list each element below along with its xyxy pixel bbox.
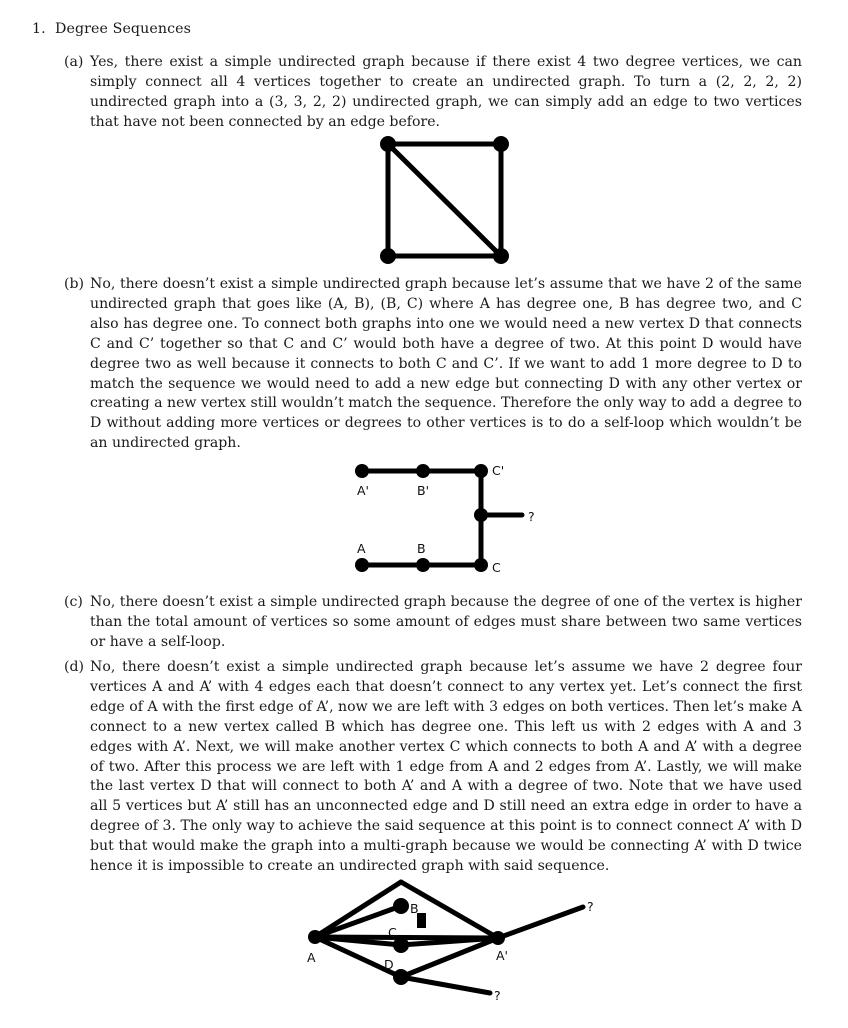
vertex [355, 464, 369, 478]
label-a-prime: A' [496, 948, 508, 963]
vertex [474, 558, 488, 572]
answer-d-text: No, there doesn’t exist a simple undirected graph because let’s assume we have 2 degree four vertices A and A’ with 4 edges each that doesn’t connect to any vertex yet. Let’s connect the first edge of A with the first edge of A’, now we are left with 3 edges on both vertices. Then let’s make A connect to a new vertex called B which has degree one. This left us with 2 edges with A and 3 edges with A’. Next, we will make another vertex C which connects to both A and A’ with a degree of two. After this process we are left with 1 edge from A and 2 edges from A’. Lastly, we will make the last vertex D that will connect to both A’ and A with a degree of two. Note that we have used all 5 vertices but A’ still has an unconnected edge and D still need an extra edge in order to have a degree of 3. The only way to achieve the said sequence at this point is to connect connect A’ with D but that would make the graph into a multi-graph because we would be connecting A’ with D twice hence it is impossible to create an undirected graph with said sequence. [90, 659, 802, 875]
label-b: B [417, 541, 426, 556]
section-heading [32, 21, 191, 37]
answer-d [64, 658, 802, 877]
label-d: D [384, 957, 394, 972]
vertex [393, 969, 409, 985]
vertex [355, 558, 369, 572]
vertex [493, 136, 509, 152]
vertex [416, 464, 430, 478]
answer-b-label: (b) [64, 276, 85, 292]
answer-a-text: Yes, there exist a simple undirected graph because if there exist 4 two degree vertices, we can simply connect all 4 vertices together to create an undirected graph. To turn a (2, 2, 2, 2) undirected graph into a (3, 3, 2, 2) undirected graph, we can simply add an edge to two vertices that have not been connected by an edge before. [90, 54, 802, 130]
label-a: A [357, 541, 366, 556]
section-title: Degree Sequences [54, 21, 192, 37]
answer-b-text: No, there doesn’t exist a simple undirected graph because let’s assume that we have 2 of the same undirected graph that goes like (A, B), (B, C) where A has degree one, B has degree two, and C also has degree one. To connect both graphs into one we would need a new vertex D that connects C and C’ together so that C and C’ would both have a degree of two. At this point D would have degree two as well because it connects to both C and C’. If we want to add 1 more degree to D to match the sequence we would need to add a new edge but connecting D with any other vertex or creating a new vertex still wouldn’t match the sequence. Therefore the only way to add a degree to D without adding more vertices or degrees to other vertices is to do a self-loop which wouldn’t be an undirected graph. [90, 276, 802, 452]
label-a: A [307, 950, 316, 965]
vertex [491, 931, 505, 945]
vertex [416, 558, 430, 572]
answer-c-text: No, there doesn’t exist a simple undirected graph because the degree of one of the vertex is higher than the total amount of vertices so some amount of edges must share between two same vertices or have a self-loop. [90, 594, 803, 650]
vertex [493, 248, 509, 264]
figure-b-graph [350, 460, 550, 580]
label-c: C [492, 560, 501, 575]
vertex [474, 508, 488, 522]
section-number: 1. [32, 21, 46, 37]
label-b-prime: B' [417, 483, 430, 498]
label-c: C [388, 925, 397, 940]
label-b: B [410, 901, 419, 916]
figure-d-graph [300, 875, 610, 1015]
figure-a-graph [375, 132, 515, 264]
answer-c-label: (c) [64, 594, 83, 610]
label-question-2: ? [494, 988, 501, 1003]
answer-c [64, 593, 802, 653]
vertex [380, 136, 396, 152]
label-question-1: ? [587, 899, 594, 914]
answer-d-label: (d) [64, 659, 85, 675]
edge [401, 977, 490, 993]
label-a-prime: A' [357, 483, 369, 498]
answer-b [64, 275, 802, 454]
answer-a-label: (a) [64, 54, 84, 70]
label-question: ? [528, 509, 535, 524]
vertex [393, 898, 409, 914]
edge [498, 907, 583, 938]
answer-a [64, 53, 802, 133]
label-c-prime: C' [492, 463, 505, 478]
vertex [474, 464, 488, 478]
edge [315, 937, 498, 938]
vertex [308, 930, 322, 944]
edge [388, 144, 501, 256]
vertex [380, 248, 396, 264]
